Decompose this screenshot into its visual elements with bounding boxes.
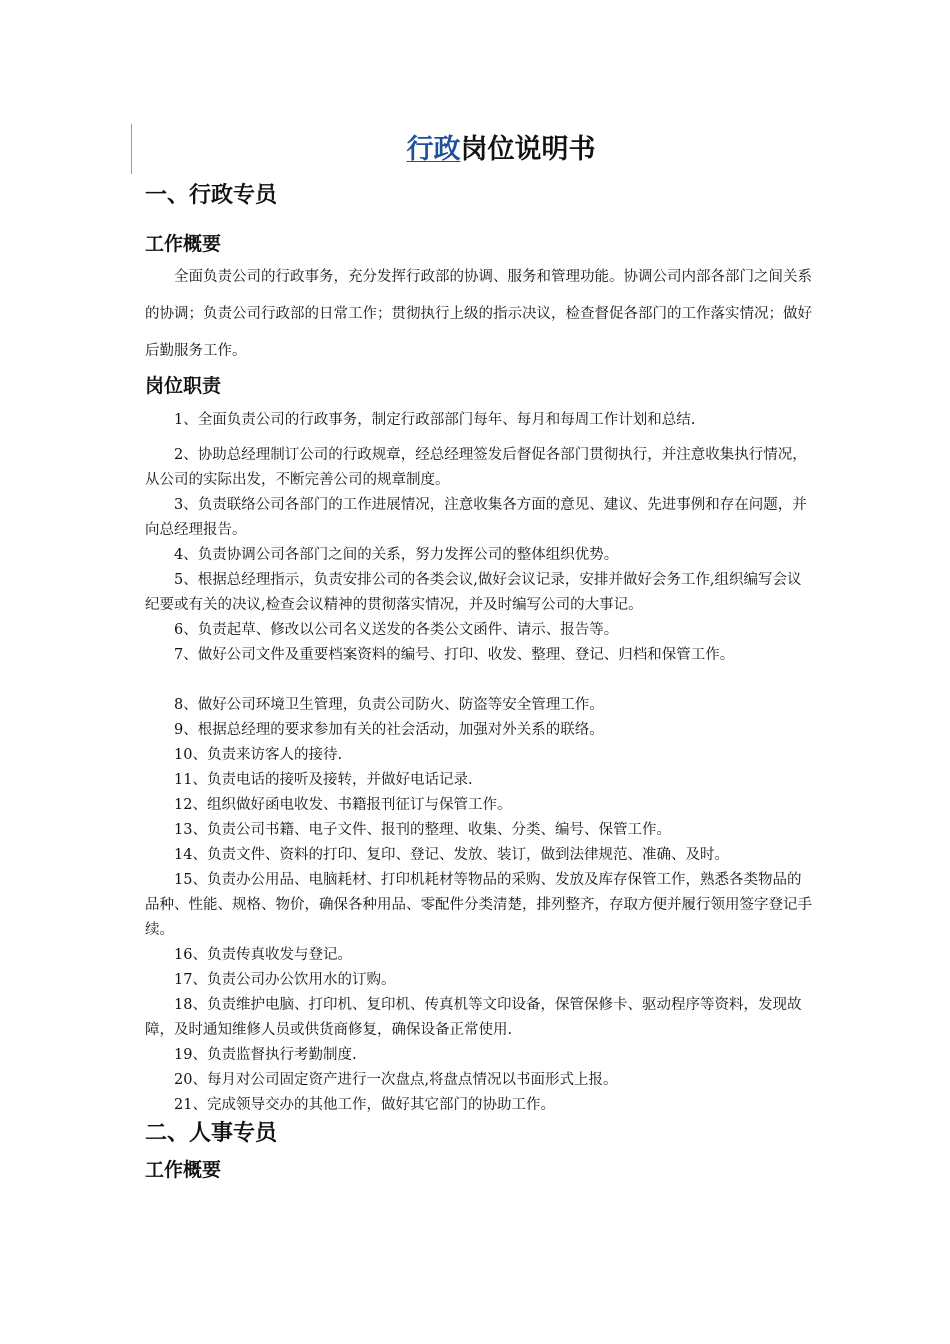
duty-item: 3、负责联络公司各部门的工作进展情况，注意收集各方面的意见、建议、先进事例和存在问题，并向总经理报告。 — [145, 497, 807, 538]
duty-item: 5、根据总经理指示，负责安排公司的各类会议,做好会议记录，安排并做好会务工作,组织编写会议纪要或有关的决议,检查会议精神的贯彻落实情况，并及时编写公司的大事记。 — [145, 572, 802, 613]
document-page — [145, 128, 815, 1186]
duty-item: 15、负责办公用品、电脑耗材、打印机耗材等物品的采购、发放及库存保管工作，熟悉各类物品的品种、性能、规格、物价，确保各种用品、零配件分类清楚，排列整齐，存取方便并履行领用签字登记手续。 — [145, 872, 812, 938]
duty-item: 16、负责传真收发与登记。 — [174, 947, 352, 963]
duty-item: 19、负责监督执行考勤制度. — [174, 1047, 357, 1063]
section-heading-admin: 一、行政专员 — [145, 183, 278, 208]
duty-item: 21、完成领导交办的其他工作，做好其它部门的协助工作。 — [174, 1097, 555, 1113]
duty-item: 17、负责公司办公饮用水的订购。 — [174, 972, 396, 988]
overview-heading-hr: 工作概要 — [145, 1159, 222, 1181]
duty-item: 10、负责来访客人的接待. — [174, 747, 343, 763]
duty-item: 18、负责维护电脑、打印机、复印机、传真机等文印设备，保管保修卡、驱动程序等资料，发现故障，及时通知维修人员或供货商修复，确保设备正常使用. — [145, 997, 802, 1038]
overview-heading: 工作概要 — [145, 233, 222, 255]
duty-item: 9、根据总经理的要求参加有关的社会活动，加强对外关系的联络。 — [174, 722, 604, 738]
title-rest: 岗位说明书 — [460, 134, 596, 165]
overview-text: 全面负责公司的行政事务，充分发挥行政部的协调、服务和管理功能。协调公司内部各部门之间关系的协调；负责公司行政部的日常工作；贯彻执行上级的指示决议，检查督促各部门的工作落实情况；做好后勤服务工作。 — [145, 269, 812, 359]
duty-item: 12、组织做好函电收发、书籍报刊征订与保管工作。 — [174, 797, 512, 813]
duty-item: 6、负责起草、修改以公司名义送发的各类公文函件、请示、报告等。 — [174, 622, 619, 638]
document-title — [145, 128, 815, 172]
section-heading-hr: 二、人事专员 — [145, 1121, 278, 1146]
duties-list — [145, 408, 815, 1118]
title-link[interactable]: 行政 — [406, 134, 461, 165]
duty-item: 7、做好公司文件及重要档案资料的编号、打印、收发、整理、登记、归档和保管工作。 — [174, 647, 735, 663]
duty-item: 4、负责协调公司各部门之间的关系，努力发挥公司的整体组织优势。 — [174, 547, 619, 563]
duty-item: 11、负责电话的接听及接转，并做好电话记录. — [174, 772, 473, 788]
duties-heading: 岗位职责 — [145, 375, 222, 397]
duty-item: 14、负责文件、资料的打印、复印、登记、发放、装订，做到法律规范、准确、及时。 — [174, 847, 729, 863]
duty-item: 8、做好公司环境卫生管理，负责公司防火、防盗等安全管理工作。 — [174, 697, 604, 713]
duty-item: 1、全面负责公司的行政事务，制定行政部部门每年、每月和每周工作计划和总结. — [174, 412, 696, 428]
duty-item: 20、每月对公司固定资产进行一次盘点,将盘点情况以书面形式上报。 — [174, 1072, 618, 1088]
margin-mark — [131, 124, 132, 174]
duty-item: 2、协助总经理制订公司的行政规章，经总经理签发后督促各部门贯彻执行，并注意收集执行情况，从公司的实际出发，不断完善公司的规章制度。 — [145, 447, 807, 488]
duty-item: 13、负责公司书籍、电子文件、报刊的整理、收集、分类、编号、保管工作。 — [174, 822, 671, 838]
